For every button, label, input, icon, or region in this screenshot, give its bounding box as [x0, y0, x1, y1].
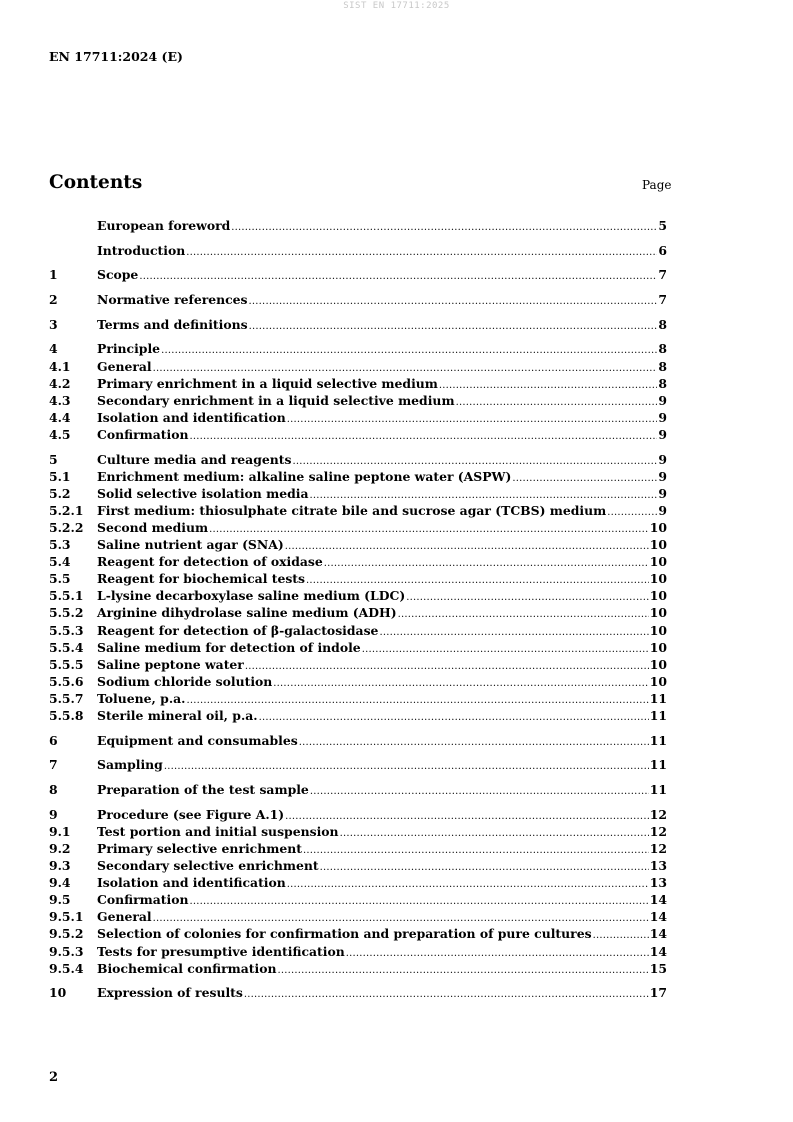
toc-entry-number: 9.4	[49, 875, 71, 891]
toc-dot-leader	[310, 783, 649, 800]
toc-dot-leader	[285, 808, 649, 825]
contents-title: Contents	[49, 172, 143, 193]
toc-entry-page: 9	[658, 392, 667, 408]
toc-entry-number: 3	[49, 316, 58, 332]
toc-entry[interactable]	[49, 891, 667, 908]
toc-entry-page: 10	[649, 571, 667, 587]
toc-entry-page: 8	[658, 375, 667, 391]
toc-entry-page: 9	[658, 468, 667, 484]
toc-entry[interactable]	[49, 468, 667, 485]
toc-entry-number: 9.5.2	[49, 926, 84, 942]
toc-entry-title: Isolation and identification	[97, 409, 286, 425]
toc-dot-leader	[406, 589, 649, 606]
toc-entry-page: 17	[649, 985, 667, 1001]
toc-entry-number: 5.5.5	[49, 656, 84, 672]
toc-entry-page: 10	[649, 656, 667, 672]
toc-entry[interactable]	[49, 756, 667, 773]
toc-entry-number: 10	[49, 985, 67, 1001]
toc-entry-number: 4.1	[49, 358, 71, 374]
toc-entry[interactable]	[49, 690, 667, 707]
toc-entry-page: 10	[649, 519, 667, 535]
toc-dot-leader	[439, 377, 657, 394]
toc-entry-title: Solid selective isolation media	[97, 485, 309, 501]
toc-entry-page: 13	[649, 875, 667, 891]
toc-entry[interactable]	[49, 707, 667, 724]
toc-dot-leader	[259, 709, 649, 726]
toc-dot-leader	[340, 825, 649, 842]
toc-entry-title: Primary selective enrichment	[97, 840, 302, 856]
toc-dot-leader	[190, 893, 649, 910]
toc-entry[interactable]	[49, 604, 667, 621]
toc-entry[interactable]	[49, 908, 667, 925]
toc-entry-number: 8	[49, 782, 58, 798]
toc-entry-page: 10	[649, 639, 667, 655]
toc-entry-page: 10	[649, 673, 667, 689]
toc-entry-number: 4	[49, 341, 58, 357]
toc-entry-number: 5.5.7	[49, 690, 84, 706]
toc-entry-title: First medium: thiosulphate citrate bile and sucrose agar (TCBS) medium	[97, 502, 607, 518]
toc-entry-title: Primary enrichment in a liquid selective medium	[97, 375, 438, 391]
toc-entry-page: 14	[649, 892, 667, 908]
toc-entry[interactable]	[49, 426, 667, 443]
toc-entry-title: Second medium	[97, 519, 209, 535]
toc-dot-leader	[164, 758, 649, 775]
toc-entry-title: Introduction	[97, 242, 186, 258]
toc-entry[interactable]	[49, 316, 667, 333]
toc-entry-number: 5.5.3	[49, 622, 84, 638]
toc-entry-number: 1	[49, 267, 58, 283]
toc-entry-number: 9.1	[49, 823, 71, 839]
toc-dot-leader	[320, 859, 649, 876]
toc-entry-page: 11	[649, 782, 667, 798]
toc-entry-page: 7	[658, 267, 667, 283]
toc-dot-leader	[278, 962, 649, 979]
toc-entry[interactable]	[49, 925, 667, 942]
toc-dot-leader	[512, 470, 657, 487]
toc-entry[interactable]	[49, 622, 667, 639]
table-of-contents	[49, 217, 667, 1001]
toc-entry-page: 8	[658, 316, 667, 332]
toc-entry-title: Terms and definitions	[97, 316, 248, 332]
toc-dot-leader	[273, 675, 648, 692]
toc-entry-number: 9.3	[49, 858, 71, 874]
toc-entry-page: 11	[649, 732, 667, 748]
toc-entry-title: General	[97, 909, 152, 925]
toc-entry-number: 9.5.1	[49, 909, 84, 925]
toc-entry[interactable]	[49, 340, 667, 357]
toc-entry-number: 6	[49, 732, 58, 748]
toc-entry-title: European foreword	[97, 218, 231, 233]
toc-entry-number: 5.4	[49, 554, 71, 570]
toc-dot-leader	[362, 641, 649, 658]
toc-entry-page: 5	[658, 218, 667, 233]
toc-entry-number: 5.2	[49, 485, 71, 501]
toc-entry[interactable]	[49, 502, 667, 519]
toc-entry-page: 9	[658, 502, 667, 518]
toc-entry-title: Test portion and initial suspension	[97, 823, 339, 839]
toc-entry-page: 8	[658, 358, 667, 374]
toc-entry-title: Confirmation	[97, 892, 189, 908]
toc-entry-page: 15	[649, 960, 667, 976]
toc-entry-title: Scope	[97, 267, 139, 283]
toc-entry-title: General	[97, 358, 152, 374]
toc-entry-title: Sampling	[97, 757, 163, 773]
toc-entry[interactable]	[49, 266, 667, 283]
toc-dot-leader	[139, 268, 657, 285]
toc-entry-page: 14	[649, 943, 667, 959]
toc-entry[interactable]	[49, 242, 667, 259]
toc-entry-title: Sterile mineral oil, p.a.	[97, 708, 258, 723]
toc-entry[interactable]	[49, 519, 667, 536]
toc-entry-page: 14	[649, 909, 667, 925]
document-id: EN 17711:2024 (E)	[49, 49, 183, 64]
toc-entry-page: 11	[649, 757, 667, 773]
toc-entry-number: 5.2.1	[49, 502, 84, 518]
toc-entry-number: 5.5.1	[49, 588, 84, 604]
toc-entry-number: 9.5.4	[49, 960, 84, 976]
toc-dot-leader	[398, 606, 649, 623]
toc-dot-leader	[287, 876, 649, 893]
toc-entry[interactable]	[49, 732, 667, 749]
toc-entry-title: Reagent for detection of oxidase	[97, 554, 323, 570]
toc-entry[interactable]	[49, 375, 667, 392]
toc-entry-number: 5.5.8	[49, 708, 84, 723]
toc-entry-number: 9	[49, 806, 58, 822]
toc-entry[interactable]	[49, 291, 667, 308]
toc-entry-number: 5.2.2	[49, 519, 84, 535]
toc-dot-leader	[231, 219, 657, 236]
toc-entry[interactable]	[49, 806, 667, 823]
toc-entry-number: 7	[49, 757, 58, 773]
toc-entry-title: Secondary enrichment in a liquid selective medium	[97, 392, 455, 408]
toc-entry-page: 11	[649, 708, 667, 723]
toc-entry-page: 9	[658, 409, 667, 425]
toc-entry-title: L-lysine decarboxylase saline medium (LDC)	[97, 588, 406, 604]
toc-entry-title: Reagent for detection of β-galactosidase	[97, 622, 379, 638]
toc-entry-number: 5.3	[49, 537, 71, 553]
toc-entry-page: 10	[649, 605, 667, 621]
toc-entry-number: 9.5	[49, 892, 71, 908]
toc-entry-title: Saline nutrient agar (SNA)	[97, 537, 284, 553]
toc-entry-number: 9.2	[49, 840, 71, 856]
toc-entry[interactable]	[49, 392, 667, 409]
toc-entry-page: 10	[649, 622, 667, 638]
toc-entry-number: 5	[49, 451, 58, 467]
toc-entry-page: 7	[658, 292, 667, 308]
toc-entry-title: Sodium chloride solution	[97, 673, 273, 689]
toc-entry-page: 14	[649, 926, 667, 942]
toc-dot-leader	[245, 658, 649, 675]
page-number: 2	[49, 1070, 59, 1085]
toc-entry-page: 10	[649, 588, 667, 604]
toc-entry-number: 5.5.4	[49, 639, 84, 655]
toc-entry-title: Arginine dihydrolase saline medium (ADH)	[97, 605, 397, 621]
toc-entry-title: Secondary selective enrichment	[97, 858, 319, 874]
toc-entry[interactable]	[49, 781, 667, 798]
toc-entry[interactable]	[49, 451, 667, 468]
toc-entry[interactable]	[49, 857, 667, 874]
toc-entry[interactable]	[49, 840, 667, 857]
toc-entry-number: 5.1	[49, 468, 71, 484]
toc-dot-leader	[285, 538, 649, 555]
toc-entry[interactable]	[49, 409, 667, 426]
toc-entry-number: 4.4	[49, 409, 71, 425]
toc-entry[interactable]	[49, 639, 667, 656]
toc-entry-number: 4.3	[49, 392, 71, 408]
toc-entry-title: Isolation and identification	[97, 875, 286, 891]
toc-dot-leader	[593, 927, 649, 944]
toc-entry-title: Confirmation	[97, 426, 189, 442]
toc-entry[interactable]	[49, 553, 667, 570]
toc-dot-leader	[190, 428, 658, 445]
toc-entry-page: 11	[649, 690, 667, 706]
toc-entry-title: Normative references	[97, 292, 248, 308]
toc-entry-page: 12	[649, 840, 667, 856]
toc-entry[interactable]	[49, 823, 667, 840]
toc-entry[interactable]	[49, 943, 667, 960]
toc-dot-leader	[249, 293, 658, 310]
toc-entry[interactable]	[49, 874, 667, 891]
toc-entry[interactable]	[49, 673, 667, 690]
toc-entry[interactable]	[49, 570, 667, 587]
toc-entry-title: Toluene, p.a.	[97, 690, 186, 706]
toc-dot-leader	[186, 244, 657, 261]
toc-entry[interactable]	[49, 984, 667, 1001]
toc-entry-number: 5.5.2	[49, 605, 84, 621]
toc-entry-number: 9.5.3	[49, 943, 84, 959]
toc-entry-number: 5.5	[49, 571, 71, 587]
toc-entry-page: 12	[649, 823, 667, 839]
toc-entry-title: Culture media and reagents	[97, 451, 292, 467]
toc-entry-title: Saline medium for detection of indole	[97, 639, 361, 655]
toc-dot-leader	[287, 411, 658, 428]
toc-entry-number: 4.2	[49, 375, 71, 391]
toc-entry-title: Preparation of the test sample	[97, 782, 309, 798]
toc-entry-title: Reagent for biochemical tests	[97, 571, 306, 587]
toc-entry-number: 2	[49, 292, 58, 308]
toc-dot-leader	[379, 624, 648, 641]
toc-entry-page: 8	[658, 341, 667, 357]
toc-entry[interactable]	[49, 960, 667, 977]
toc-entry[interactable]	[49, 587, 667, 604]
watermark-text: SIST EN 17711:2025	[343, 1, 450, 11]
toc-entry-title: Procedure (see Figure A.1)	[97, 806, 285, 822]
toc-entry-title: Expression of results	[97, 985, 243, 1001]
toc-entry-page: 9	[658, 426, 667, 442]
toc-entry-title: Enrichment medium: alkaline saline peptone water (ASPW)	[97, 468, 512, 484]
toc-dot-leader	[249, 318, 658, 335]
toc-dot-leader	[299, 734, 649, 751]
toc-dot-leader	[346, 945, 649, 962]
toc-entry-page: 13	[649, 858, 667, 874]
toc-entry-number: 5.5.6	[49, 673, 84, 689]
toc-entry-page: 12	[649, 806, 667, 822]
toc-entry[interactable]	[49, 656, 667, 673]
toc-entry-page: 9	[658, 485, 667, 501]
toc-dot-leader	[324, 555, 649, 572]
toc-dot-leader	[161, 342, 657, 359]
toc-entry[interactable]	[49, 358, 667, 375]
toc-entry-page: 10	[649, 537, 667, 553]
toc-entry-page: 10	[649, 554, 667, 570]
toc-entry[interactable]	[49, 217, 667, 234]
page-column-label: Page	[642, 178, 672, 192]
toc-dot-leader	[456, 394, 658, 411]
toc-entry-page: 6	[658, 242, 667, 258]
toc-entry-title: Principle	[97, 341, 161, 357]
toc-entry[interactable]	[49, 536, 667, 553]
toc-entry-number: 4.5	[49, 426, 71, 442]
toc-dot-leader	[303, 842, 649, 859]
toc-entry-title: Selection of colonies for confirmation and preparation of pure cultures	[97, 926, 592, 942]
toc-entry[interactable]	[49, 485, 667, 502]
toc-entry-title: Saline peptone water	[97, 656, 244, 672]
toc-entry-page: 9	[658, 451, 667, 467]
toc-entry-title: Biochemical confirmation	[97, 960, 277, 976]
toc-entry-title: Equipment and consumables	[97, 732, 298, 748]
toc-dot-leader	[244, 986, 649, 1003]
toc-entry-title: Tests for presumptive identification	[97, 943, 345, 959]
